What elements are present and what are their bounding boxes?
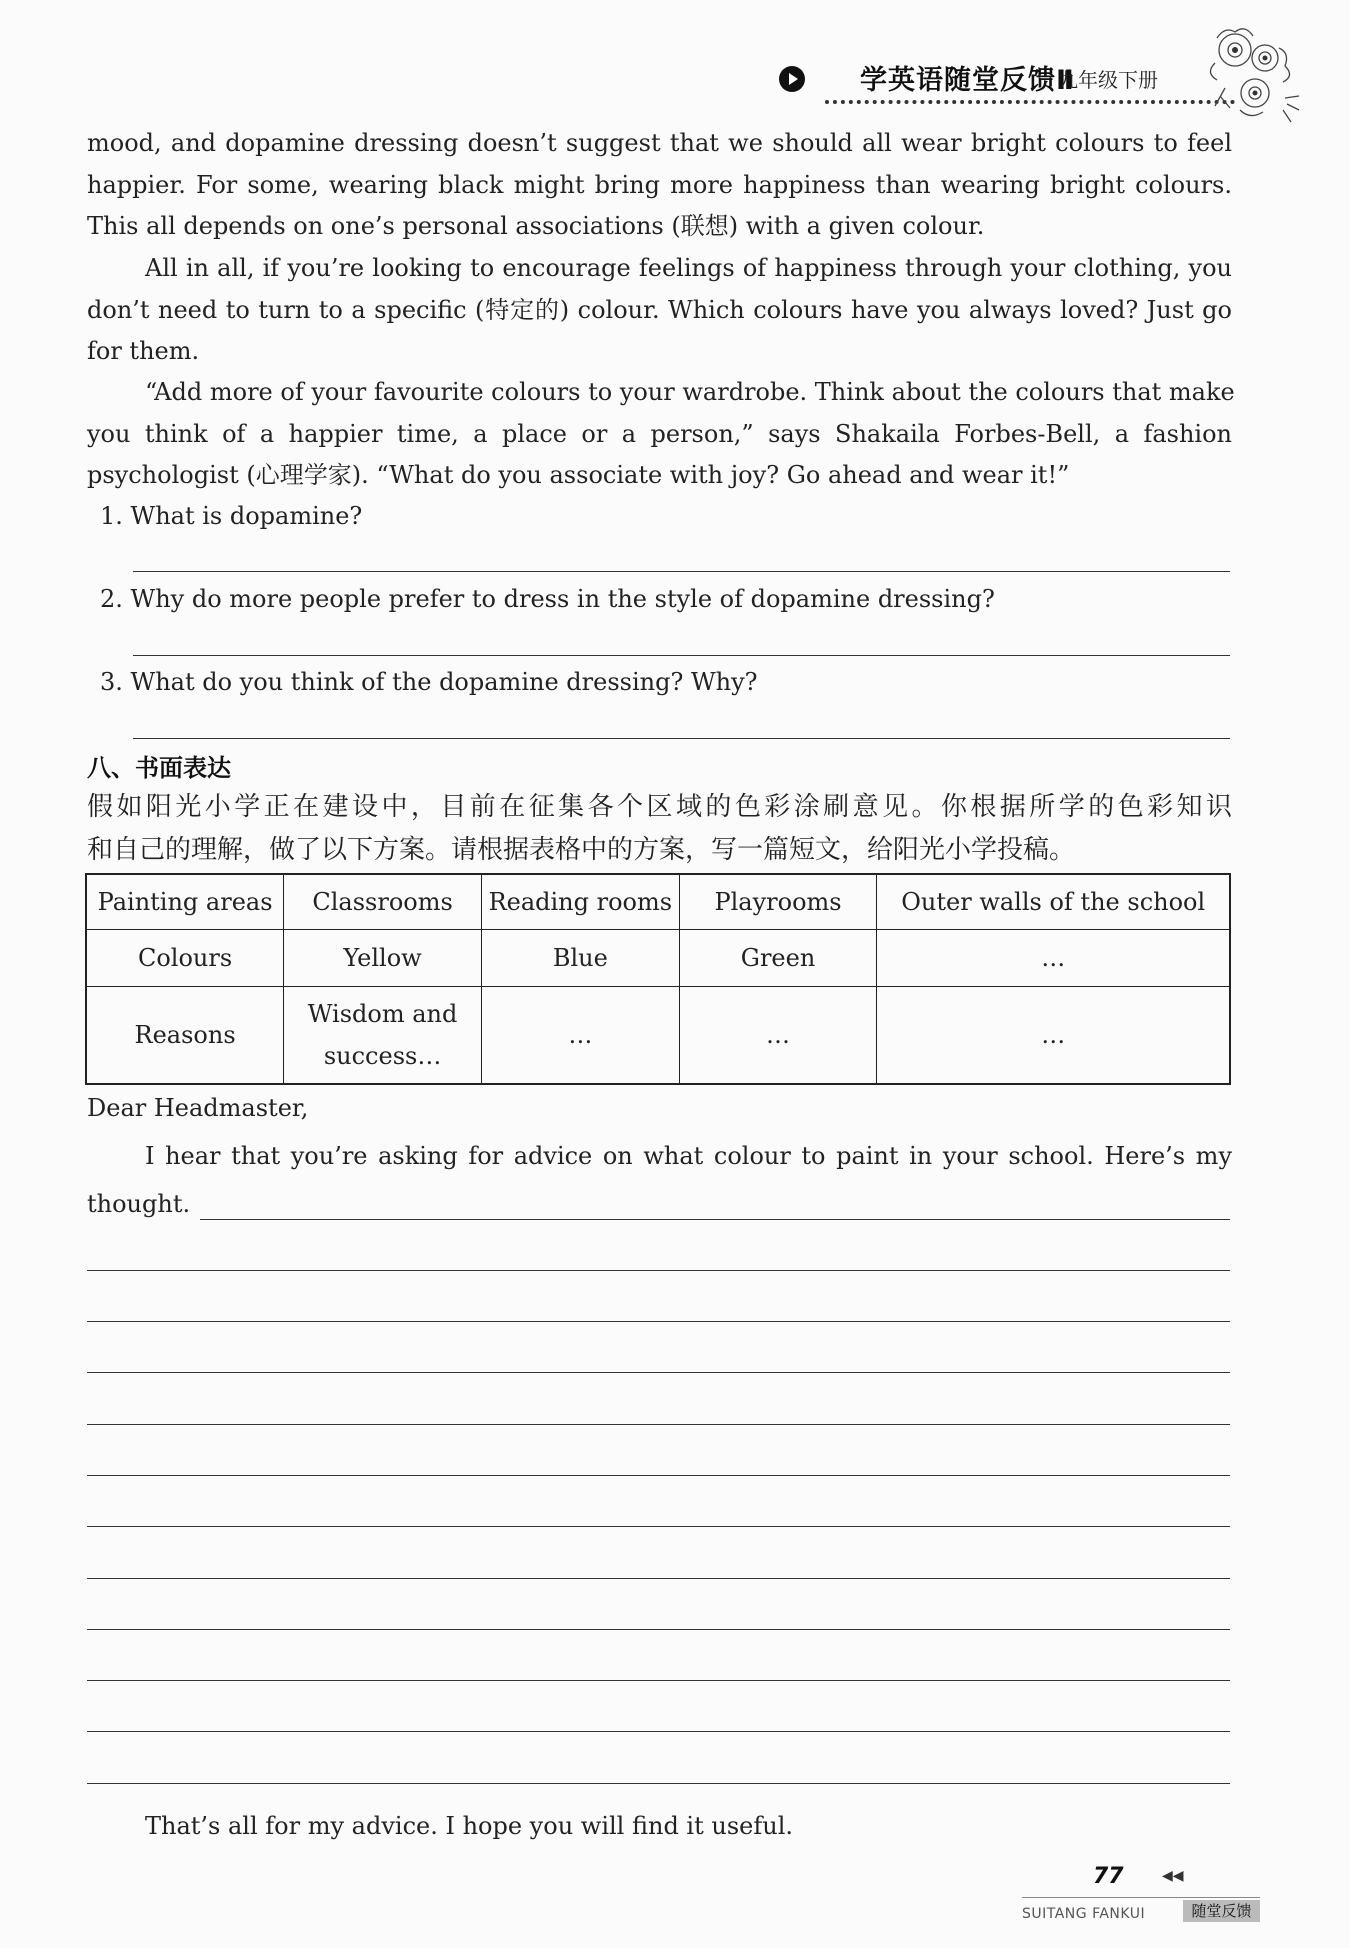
flower-decoration-icon xyxy=(1195,18,1305,128)
cell-line: Wisdom and xyxy=(307,1000,458,1028)
passage-paragraph-1 xyxy=(87,123,1232,248)
book-subtitle: 九年级下册 xyxy=(1058,68,1158,92)
table-cell: … xyxy=(877,930,1230,987)
play-icon xyxy=(779,66,805,92)
passage-paragraph-3 xyxy=(87,372,1235,497)
writing-line[interactable] xyxy=(87,1526,1230,1527)
passage-line: for them. xyxy=(87,337,200,365)
writing-line[interactable] xyxy=(87,1270,1230,1271)
table-cell xyxy=(284,987,482,1085)
instruction-line: 和自己的理解，做了以下方案。请根据表格中的方案，写一篇短文，给阳光小学投稿。 xyxy=(87,835,1076,865)
writing-line[interactable] xyxy=(87,1372,1230,1373)
passage-line: mood, and dopamine dressing doesn’t suggest that we should all wear bright colours to feel xyxy=(87,129,1232,157)
page-number: 77 xyxy=(1093,1864,1124,1889)
table-header-cell: Reading rooms xyxy=(481,874,679,930)
question-2: 2. Why do more people prefer to dress in the style of dopamine dressing? xyxy=(100,585,995,613)
passage-line: you think of a happier time, a place or a person,” says Shakaila Forbes-Bell, a fashion xyxy=(87,419,1232,448)
answer-line-3[interactable] xyxy=(133,738,1230,739)
colour-plan-table xyxy=(85,873,1231,1085)
footer-rule xyxy=(1022,1897,1260,1898)
answer-line-2[interactable] xyxy=(133,655,1230,656)
passage-line: “Add more of your favourite colours to your wardrobe. Think about the colours that make xyxy=(145,378,1235,406)
table-header-cell: Outer walls of the school xyxy=(877,874,1230,930)
table-cell: … xyxy=(877,987,1230,1085)
passage-line: psychologist (心理学家). “What do you associate with joy? Go ahead and wear it!” xyxy=(87,461,1070,489)
header-dotted-rule xyxy=(825,100,1235,104)
table-row xyxy=(86,987,1230,1085)
writing-line[interactable] xyxy=(200,1219,1230,1220)
section-title: 八、书面表达 xyxy=(87,754,231,782)
table-header-cell: Painting areas xyxy=(86,874,284,930)
table-header-cell: Classrooms xyxy=(284,874,482,930)
writing-line[interactable] xyxy=(87,1731,1230,1732)
writing-line[interactable] xyxy=(87,1629,1230,1630)
question-1: 1. What is dopamine? xyxy=(100,502,363,530)
opening-line: I hear that you’re asking for advice on what colour to paint in your school. Here’s my xyxy=(145,1142,1232,1170)
answer-line-1[interactable] xyxy=(133,571,1230,572)
passage-line: All in all, if you’re looking to encourage feelings of happiness through your clothing, you xyxy=(145,254,1232,282)
instruction-line: 假如阳光小学正在建设中，目前在征集各个区域的色彩涂刷意见。你根据所学的色彩知识 xyxy=(87,792,1232,822)
table-cell: … xyxy=(679,987,877,1085)
table-cell: … xyxy=(481,987,679,1085)
double-arrow-left-icon: ◀◀ xyxy=(1162,1868,1184,1884)
closing-line: That’s all for my advice. I hope you will find it useful. xyxy=(145,1812,793,1840)
table-cell: Green xyxy=(679,930,877,987)
footer-brand-tag: 随堂反馈 xyxy=(1183,1900,1260,1922)
passage-paragraph-2 xyxy=(87,248,1232,373)
writing-line[interactable] xyxy=(87,1475,1230,1476)
table-cell: Colours xyxy=(86,930,284,987)
passage-line: happier. For some, wearing black might bring more happiness than wearing bright colours. xyxy=(87,170,1232,199)
writing-line[interactable] xyxy=(87,1783,1230,1784)
writing-line[interactable] xyxy=(87,1680,1230,1681)
writing-line[interactable] xyxy=(87,1424,1230,1425)
footer-brand-en: SUITANG FANKUI xyxy=(1022,1906,1146,1922)
table-cell: Blue xyxy=(481,930,679,987)
book-title: 学英语随堂反馈Ⅱ xyxy=(860,65,1075,96)
table-cell: Yellow xyxy=(284,930,482,987)
cell-line: success… xyxy=(323,1042,442,1070)
table-header-cell: Playrooms xyxy=(679,874,877,930)
table-cell: Reasons xyxy=(86,987,284,1085)
page-header xyxy=(775,52,1235,102)
table-row xyxy=(86,874,1230,930)
table-row xyxy=(86,930,1230,987)
writing-line[interactable] xyxy=(87,1321,1230,1322)
writing-line[interactable] xyxy=(87,1578,1230,1579)
passage-line: don’t need to turn to a specific (特定的) colour. Which colours have you always loved? Just go xyxy=(87,295,1232,324)
passage-line: This all depends on one’s personal associations (联想) with a given colour. xyxy=(87,212,985,240)
question-3: 3. What do you think of the dopamine dressing? Why? xyxy=(100,668,758,696)
opening-line: thought. xyxy=(87,1190,191,1218)
salutation: Dear Headmaster, xyxy=(87,1094,309,1122)
